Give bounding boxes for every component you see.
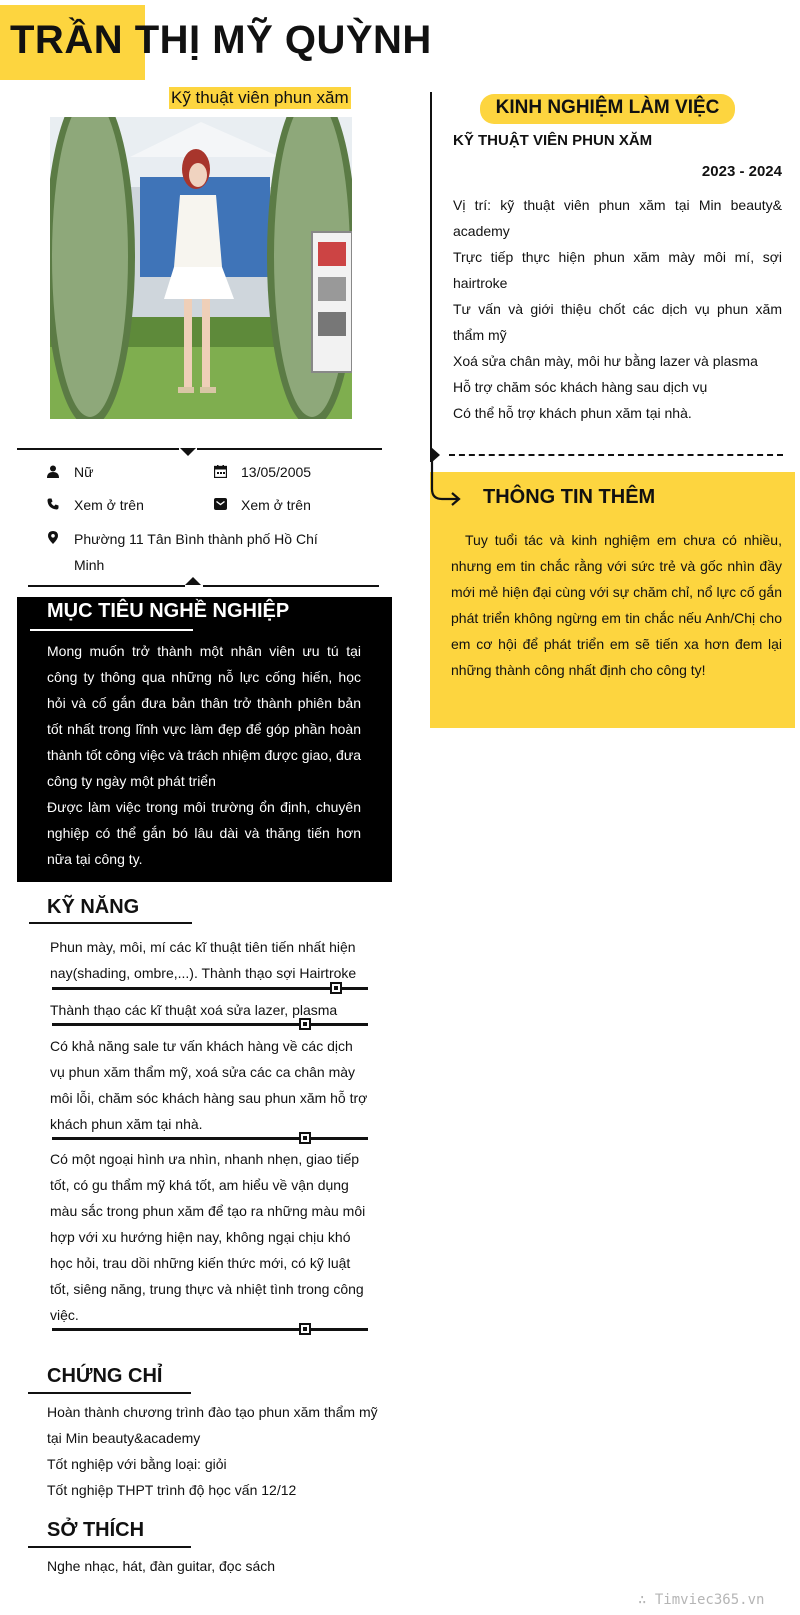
experience-line: Vị trí: kỹ thuật viên phun xăm tại Min beauty& academy [453, 197, 782, 239]
divider [17, 448, 179, 450]
calendar-icon [213, 464, 227, 478]
skill-level-knob[interactable] [299, 1323, 311, 1335]
birthday-value: 13/05/2005 [241, 464, 312, 480]
experience-line: Xoá sửa chân mày, môi hư bằng lazer và plasma [453, 353, 758, 369]
skill-level-bar [52, 987, 368, 990]
section-underline [30, 629, 193, 631]
arrow-icon [428, 461, 464, 514]
certificates-list [47, 1399, 387, 1503]
skill-item-text: Phun mày, môi, mí các kĩ thuật tiên tiến nhất hiện nay(shading, ombre,...). Thành thạo sợi Hairtroke [50, 939, 357, 981]
certificate-item: Tốt nghiệp THPT trình độ học vấn 12/12 [47, 1482, 297, 1498]
career-goal-title: MỤC TIÊU NGHỀ NGHIỆP [47, 600, 290, 622]
experience-line: Hỗ trợ chăm sóc khách hàng sau dịch vụ [453, 379, 708, 395]
career-goal-text [47, 638, 361, 872]
divider [28, 585, 185, 587]
skill-item-text: Thành thạo các kĩ thuật xoá sửa lazer, plasma [50, 1002, 338, 1018]
skill-level-knob[interactable] [299, 1132, 311, 1144]
experience-date: 2023 - 2024 [701, 163, 782, 180]
candidate-name: TRẦN THỊ MỸ QUỲNH [10, 18, 432, 62]
divider [203, 585, 379, 587]
timeline-line [430, 92, 432, 462]
section-underline [28, 1546, 191, 1548]
career-goal-paragraph: Được làm việc trong môi trường ổn định, chuyên nghiệp có thể gắn bó lâu dài và thăng tiến hơn nữa tại công ty. [47, 799, 361, 867]
experience-line: Trực tiếp thực hiện phun xăm mày môi mí, sợi hairtroke [453, 249, 782, 291]
certificate-item: Hoàn thành chương trình đào tạo phun xăm thẩm mỹ tại Min beauty&academy [47, 1404, 378, 1446]
skill-level-bar [52, 1137, 368, 1140]
section-underline [28, 1392, 191, 1394]
phone-icon [46, 497, 60, 511]
experience-title: KINH NGHIỆM LÀM VIỆC [495, 97, 720, 118]
divider-marker [185, 577, 201, 585]
gender-value: Nữ [74, 464, 94, 480]
hobbies-title: SỞ THÍCH [47, 1519, 145, 1541]
phone-value: Xem ở trên [74, 497, 144, 513]
additional-info-text: Tuy tuổi tác và kinh nghiệm em chưa có nhiều, nhưng em tin chắc rằng với sức trẻ và gốc nhìn đầy mới mẻ hiện đại cùng với sự chăm chỉ, nổ lực cố gắn phát triển không ngừng em tin chắc nếu Anh/Chị cho em cơ hội để phát triển em sẽ tiến xa hơn đem lại những thành công nhất định cho công ty! [451, 532, 782, 678]
user-icon [46, 464, 60, 478]
watermark: ∴ Timviec365.vn [638, 1592, 765, 1608]
experience-line: Tư vấn và giới thiệu chốt các dịch vụ phun xăm thẩm mỹ [453, 301, 782, 343]
skill-item-text: Có khả năng sale tư vấn khách hàng về các dịch vụ phun xăm thẩm mỹ, xoá sửa các ca chân mày môi lỗi, chăm sóc khách hàng sau phun xăm hỗ trợ khách phun xăm tại nhà. [50, 1038, 368, 1132]
skill-level-bar [52, 1023, 368, 1026]
profile-photo [50, 117, 352, 419]
email-icon [213, 497, 227, 511]
address-value: Phường 11 Tân Bình thành phố Hồ Chí Minh [74, 531, 318, 573]
additional-info-title: THÔNG TIN THÊM [483, 486, 656, 508]
career-goal-paragraph: Mong muốn trở thành một nhân viên ưu tú tại công ty thông qua những nỗ lực cống hiến, học hỏi và cố gắn đưa bản thân trở thành phiên bản tốt nhất trong lĩnh vực làm đẹp để góp phần hoàn thành tốt công việc và trách nhiệm được giao, đưa công ty ngày một phát triển [47, 643, 361, 789]
skill-level-knob[interactable] [299, 1018, 311, 1030]
skill-level-knob[interactable] [330, 982, 342, 994]
job-title: Kỹ thuật viên phun xăm [171, 88, 349, 107]
email-value: Xem ở trên [241, 497, 311, 513]
skill-item-text: Có một ngoại hình ưa nhìn, nhanh nhẹn, giao tiếp tốt, có gu thẩm mỹ khá tốt, am hiểu về vận dụng màu sắc trong phun xăm để tạo ra những màu môi hợp với xu hướng hiện nay, không ngại chịu khó học hỏi, trau dồi những kiến thức mới, có kỹ luật tốt, siêng năng, trung thực và nhiệt tình trong công việc. [50, 1151, 366, 1323]
divider [197, 448, 382, 450]
skill-level-bar [52, 1328, 368, 1331]
hobbies-text: Nghe nhạc, hát, đàn guitar, đọc sách [47, 1558, 276, 1574]
dashed-divider [449, 454, 783, 456]
certificate-item: Tốt nghiệp với bằng loại: giỏi [47, 1456, 227, 1472]
divider-marker [180, 448, 196, 456]
map-pin-icon [46, 530, 60, 544]
experience-description [453, 192, 782, 426]
certificates-title: CHỨNG CHỈ [47, 1365, 163, 1387]
experience-job: KỸ THUẬT VIÊN PHUN XĂM [453, 132, 653, 149]
experience-line: Có thể hỗ trợ khách phun xăm tại nhà. [453, 405, 692, 421]
skills-title: KỸ NĂNG [47, 896, 140, 918]
section-underline [29, 922, 192, 924]
